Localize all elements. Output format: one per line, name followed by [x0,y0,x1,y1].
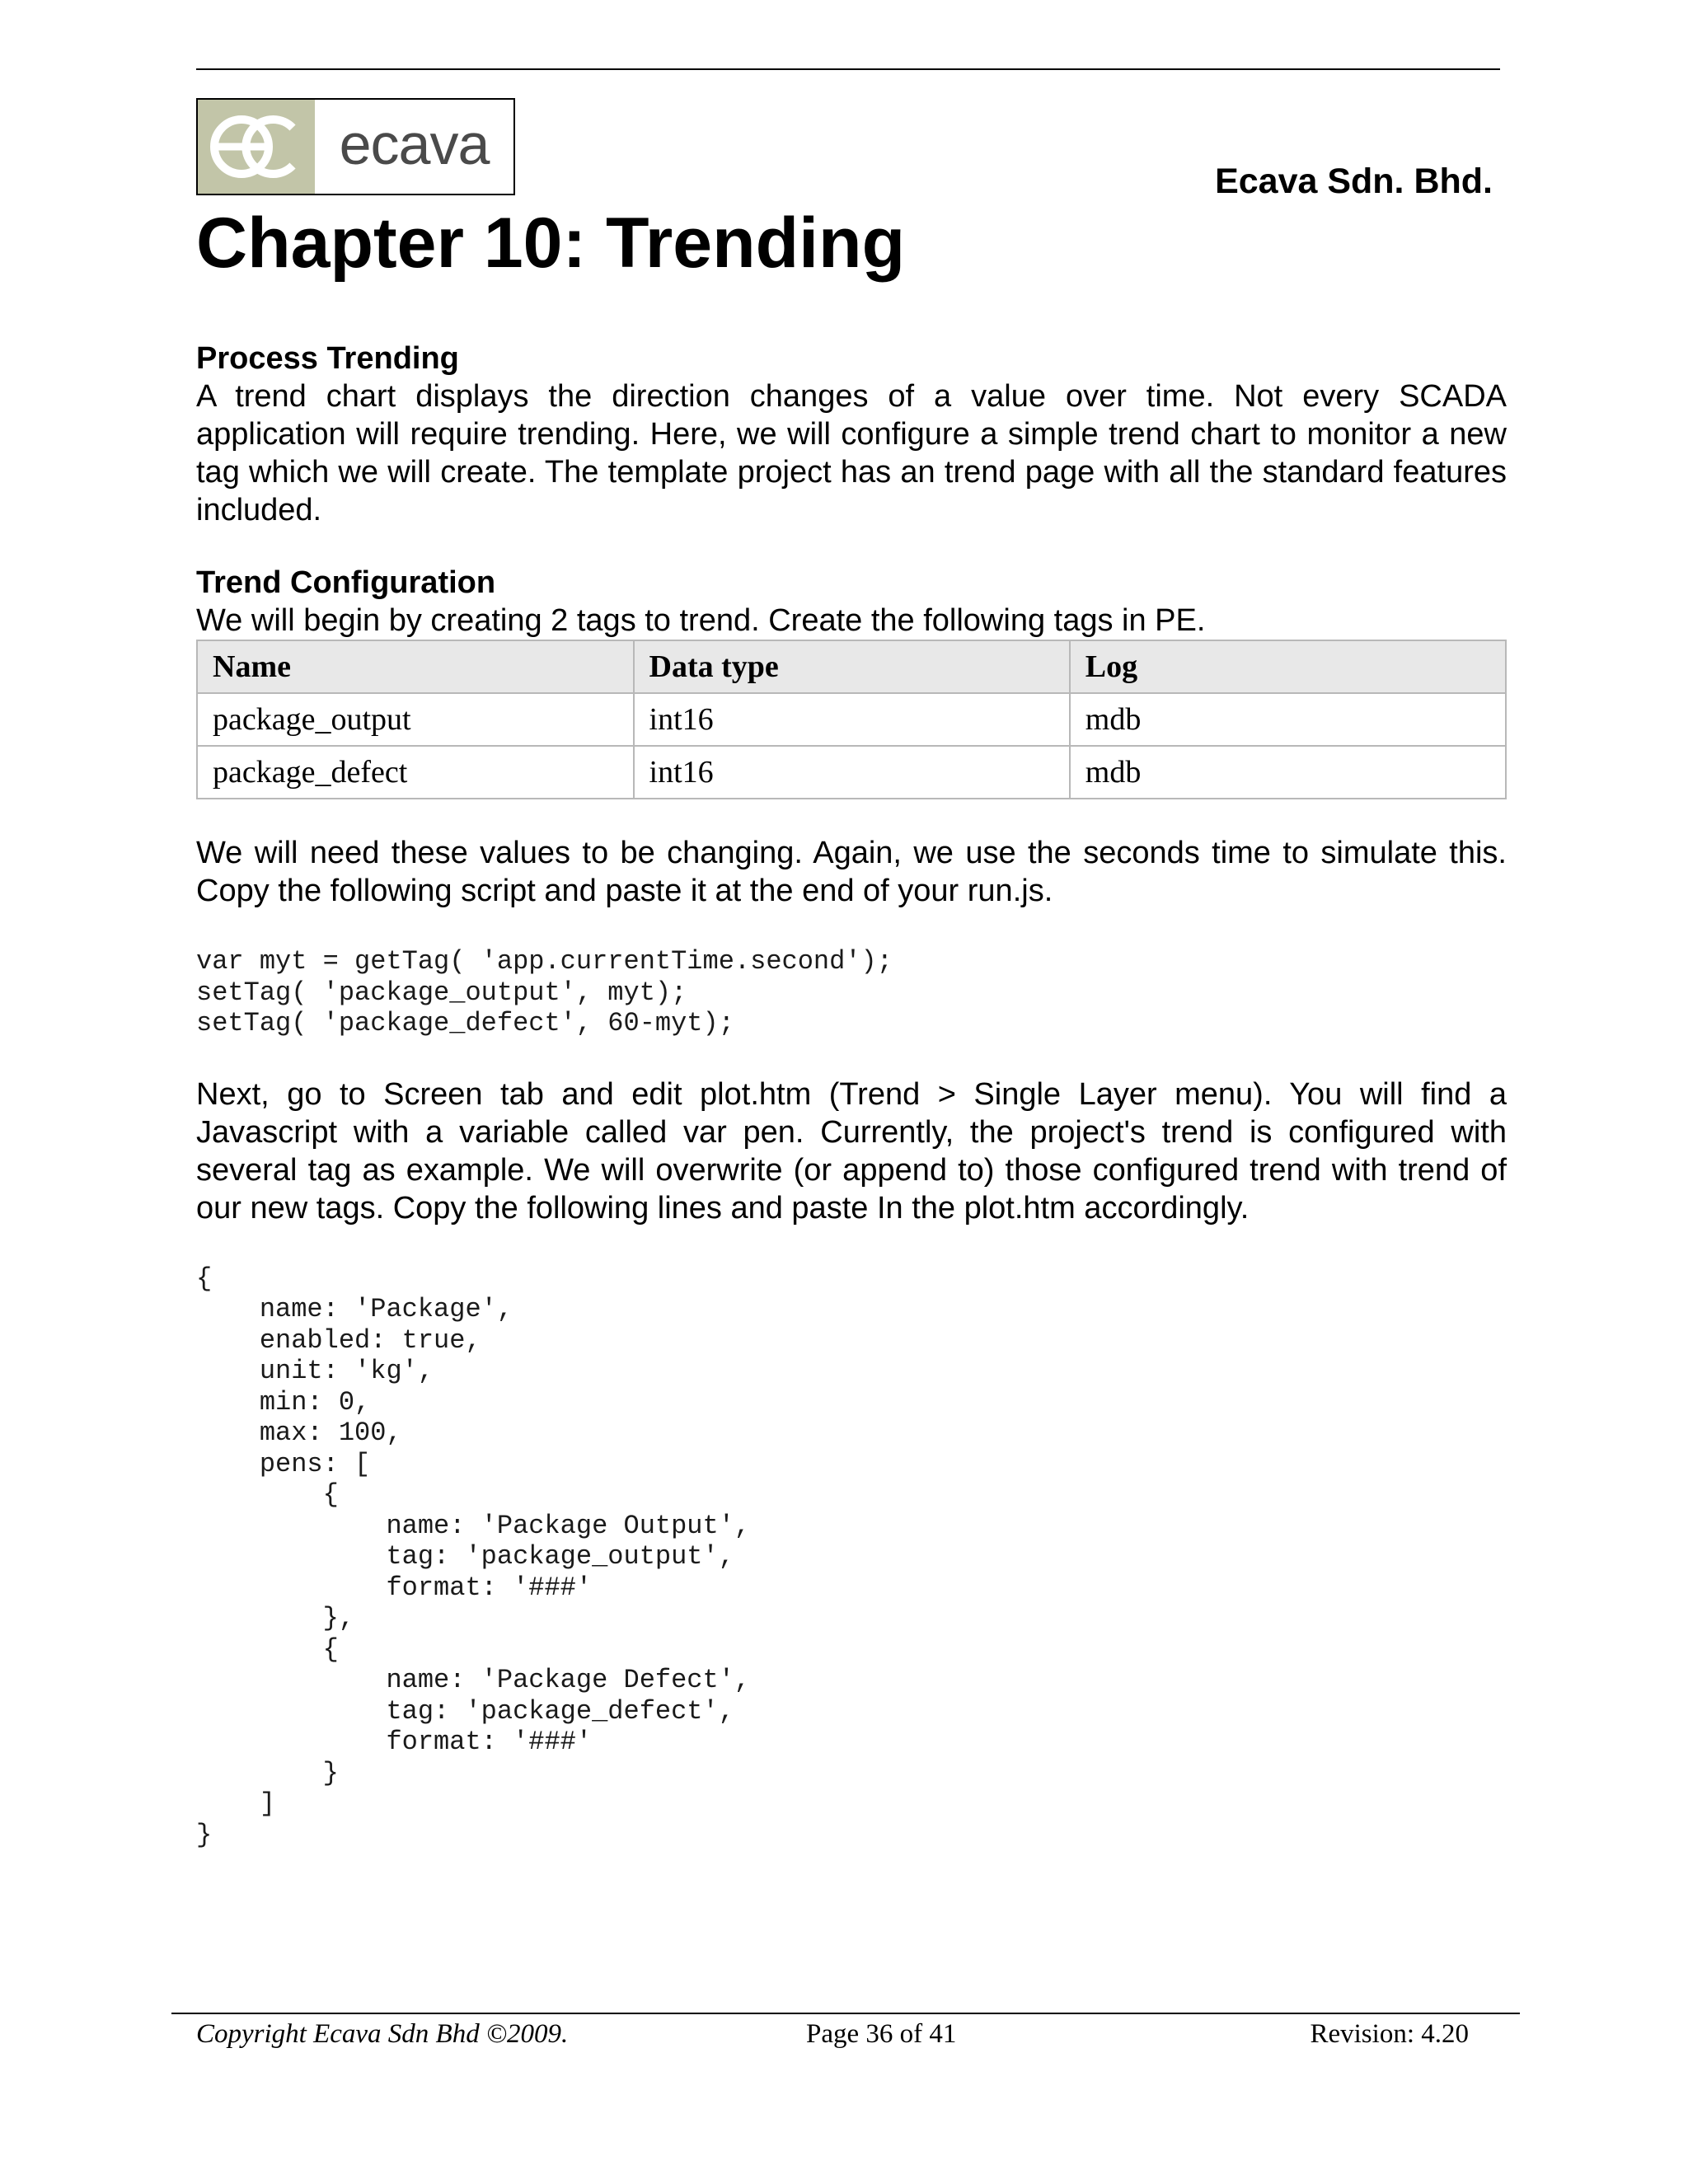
table-cell: int16 [634,746,1070,799]
table-cell: mdb [1070,746,1506,799]
script-instruction-paragraph: We will need these values to be changing. Again, we use the seconds time to simulate this. Copy the following script and paste it at the end of your run.js. [196,836,1507,908]
column-header-data-type: Data type [634,640,1070,693]
footer-copyright: Copyright Ecava Sdn Bhd ©2009. [196,2019,569,2049]
footer-revision: Revision: 4.20 [1310,2019,1469,2049]
table-cell: package_output [197,693,634,746]
table-cell: package_defect [197,746,634,799]
column-header-name: Name [197,640,634,693]
section-heading-trend-configuration: Trend Configuration [196,565,496,600]
run-js-code-block: var myt = getTag( 'app.currentTime.second'); setTag( 'package_output', myt); setTag( 'package_defect', 60-myt); [196,946,893,1038]
plot-htm-code-block: { name: 'Package', enabled: true, unit: 'kg', min: 0, max: 100, pens: [ { name: 'Package Output', tag: 'package_output', format: '###' }, { name: 'Package Defect', tag: 'package_defect', format: '###' } ] } [196,1263,751,1850]
table-header-row [197,640,1506,693]
page-content [196,340,1507,1850]
ecava-logo [196,98,515,195]
chapter-title: Chapter 10: Trending [196,204,906,283]
ecava-logo-mark-icon [198,100,315,194]
logo-wordmark: ecava [339,112,490,176]
footer-page-number: Page 36 of 41 [806,2019,957,2049]
company-name: Ecava Sdn. Bhd. [1215,162,1493,201]
tags-table [196,640,1507,799]
table-row [197,693,1506,746]
table-cell: mdb [1070,693,1506,746]
section-heading-process-trending: Process Trending [196,341,459,376]
header-rule [196,68,1500,70]
table-row [197,746,1506,799]
table-cell: int16 [634,693,1070,746]
process-trending-paragraph: A trend chart displays the direction changes of a value over time. Not every SCADA application will require trending. Here, we will configure a simple trend chart to monitor a new tag which we will create. The template project has an trend page with all the standard features included. [196,379,1507,527]
column-header-log: Log [1070,640,1506,693]
plot-htm-instruction-paragraph: Next, go to Screen tab and edit plot.htm (Trend > Single Layer menu). You will find a Javascript with a variable called var pen. Currently, the project's trend is configured with several tag as example. We will overwrite (or append to) those configured trend with trend of our new tags. Copy the following lines and paste In the plot.htm accordingly. [196,1076,1507,1226]
footer-rule [171,2013,1520,2014]
trend-configuration-intro: We will begin by creating 2 tags to trend. Create the following tags in PE. [196,603,1206,638]
